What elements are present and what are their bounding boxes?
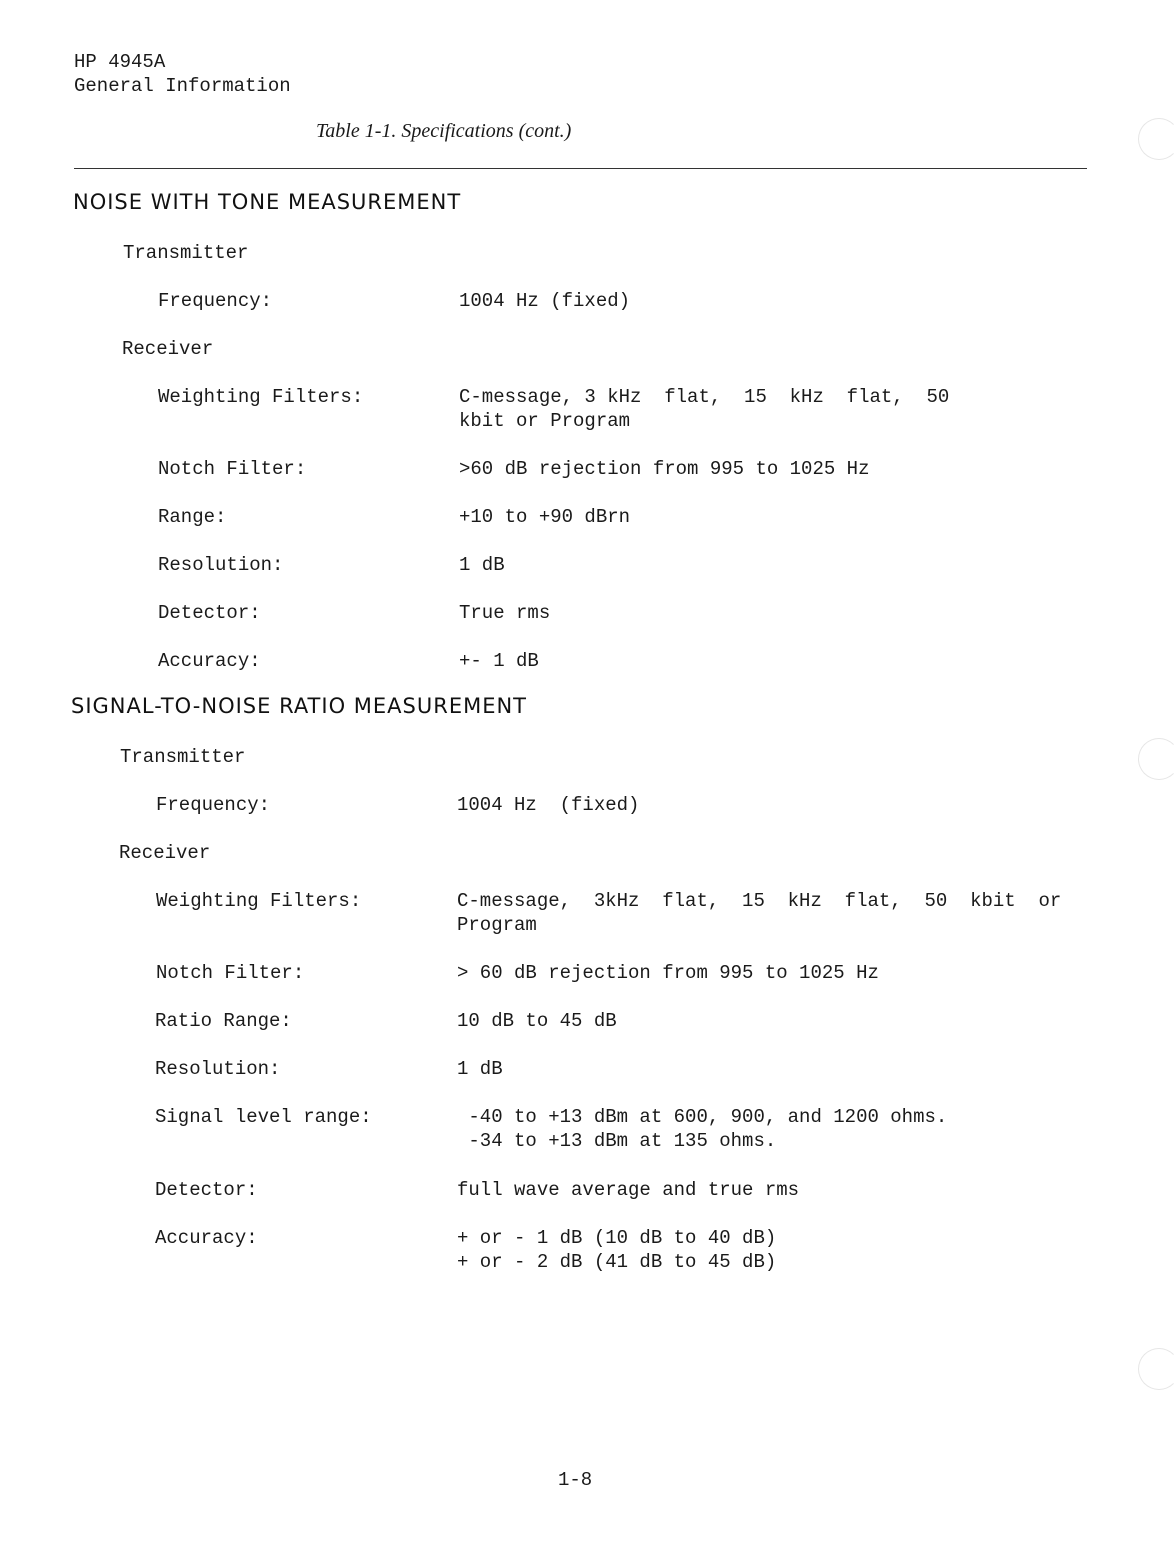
spec-label: Notch Filter: — [158, 458, 307, 480]
spec-value: > 60 dB rejection from 995 to 1025 Hz — [457, 962, 879, 984]
section-title-noise-with-tone: NOISE WITH TONE MEASUREMENT — [73, 190, 462, 214]
subsection-transmitter: Transmitter — [120, 746, 246, 768]
spec-label: Weighting Filters: — [156, 890, 362, 912]
spec-value: >60 dB rejection from 995 to 1025 Hz — [459, 458, 870, 480]
spec-label: Notch Filter: — [156, 962, 305, 984]
spec-value: +- 1 dB — [459, 650, 539, 672]
spec-value: C-message, 3 kHz flat, 15 kHz flat, 50 kbit or Program — [459, 386, 950, 432]
spec-label: Accuracy: — [158, 650, 261, 672]
subsection-receiver: Receiver — [119, 842, 211, 864]
spec-label: Signal level range: — [155, 1106, 372, 1128]
header-rule — [74, 168, 1087, 169]
binder-hole-mark — [1138, 1348, 1176, 1390]
spec-label: Range: — [158, 506, 227, 528]
document-subtitle: General Information — [74, 75, 291, 97]
spec-value: 10 dB to 45 dB — [457, 1010, 617, 1032]
subsection-transmitter: Transmitter — [123, 242, 249, 264]
spec-label: Frequency: — [158, 290, 273, 312]
spec-label: Accuracy: — [155, 1227, 258, 1249]
table-caption: Table 1-1. Specifications (cont.) — [316, 120, 572, 142]
spec-value: full wave average and true rms — [457, 1179, 800, 1201]
spec-label: Frequency: — [156, 794, 271, 816]
page-number: 1-8 — [558, 1469, 593, 1491]
spec-label: Resolution: — [155, 1058, 281, 1080]
spec-value: True rms — [459, 602, 551, 624]
spec-label: Resolution: — [158, 554, 284, 576]
spec-label: Detector: — [155, 1179, 258, 1201]
document-model: HP 4945A — [74, 51, 166, 73]
spec-value: + or - 1 dB (10 dB to 40 dB) + or - 2 dB (41 dB to 45 dB) — [457, 1227, 777, 1273]
spec-value: 1004 Hz (fixed) — [459, 290, 631, 312]
spec-value: -40 to +13 dBm at 600, 900, and 1200 ohms. -34 to +13 dBm at 135 ohms. — [468, 1106, 948, 1152]
spec-value: 1004 Hz (fixed) — [457, 794, 640, 816]
binder-hole-mark — [1138, 118, 1176, 160]
spec-value: 1 dB — [457, 1058, 503, 1080]
section-title-signal-to-noise: SIGNAL-TO-NOISE RATIO MEASUREMENT — [71, 694, 528, 718]
binder-hole-mark — [1138, 738, 1176, 780]
spec-value: C-message, 3kHz flat, 15 kHz flat, 50 kbit or Program — [457, 890, 1062, 936]
spec-value: 1 dB — [459, 554, 505, 576]
subsection-receiver: Receiver — [122, 338, 214, 360]
spec-label: Ratio Range: — [155, 1010, 292, 1032]
spec-label: Weighting Filters: — [158, 386, 364, 408]
spec-label: Detector: — [158, 602, 261, 624]
spec-value: +10 to +90 dBrn — [459, 506, 631, 528]
